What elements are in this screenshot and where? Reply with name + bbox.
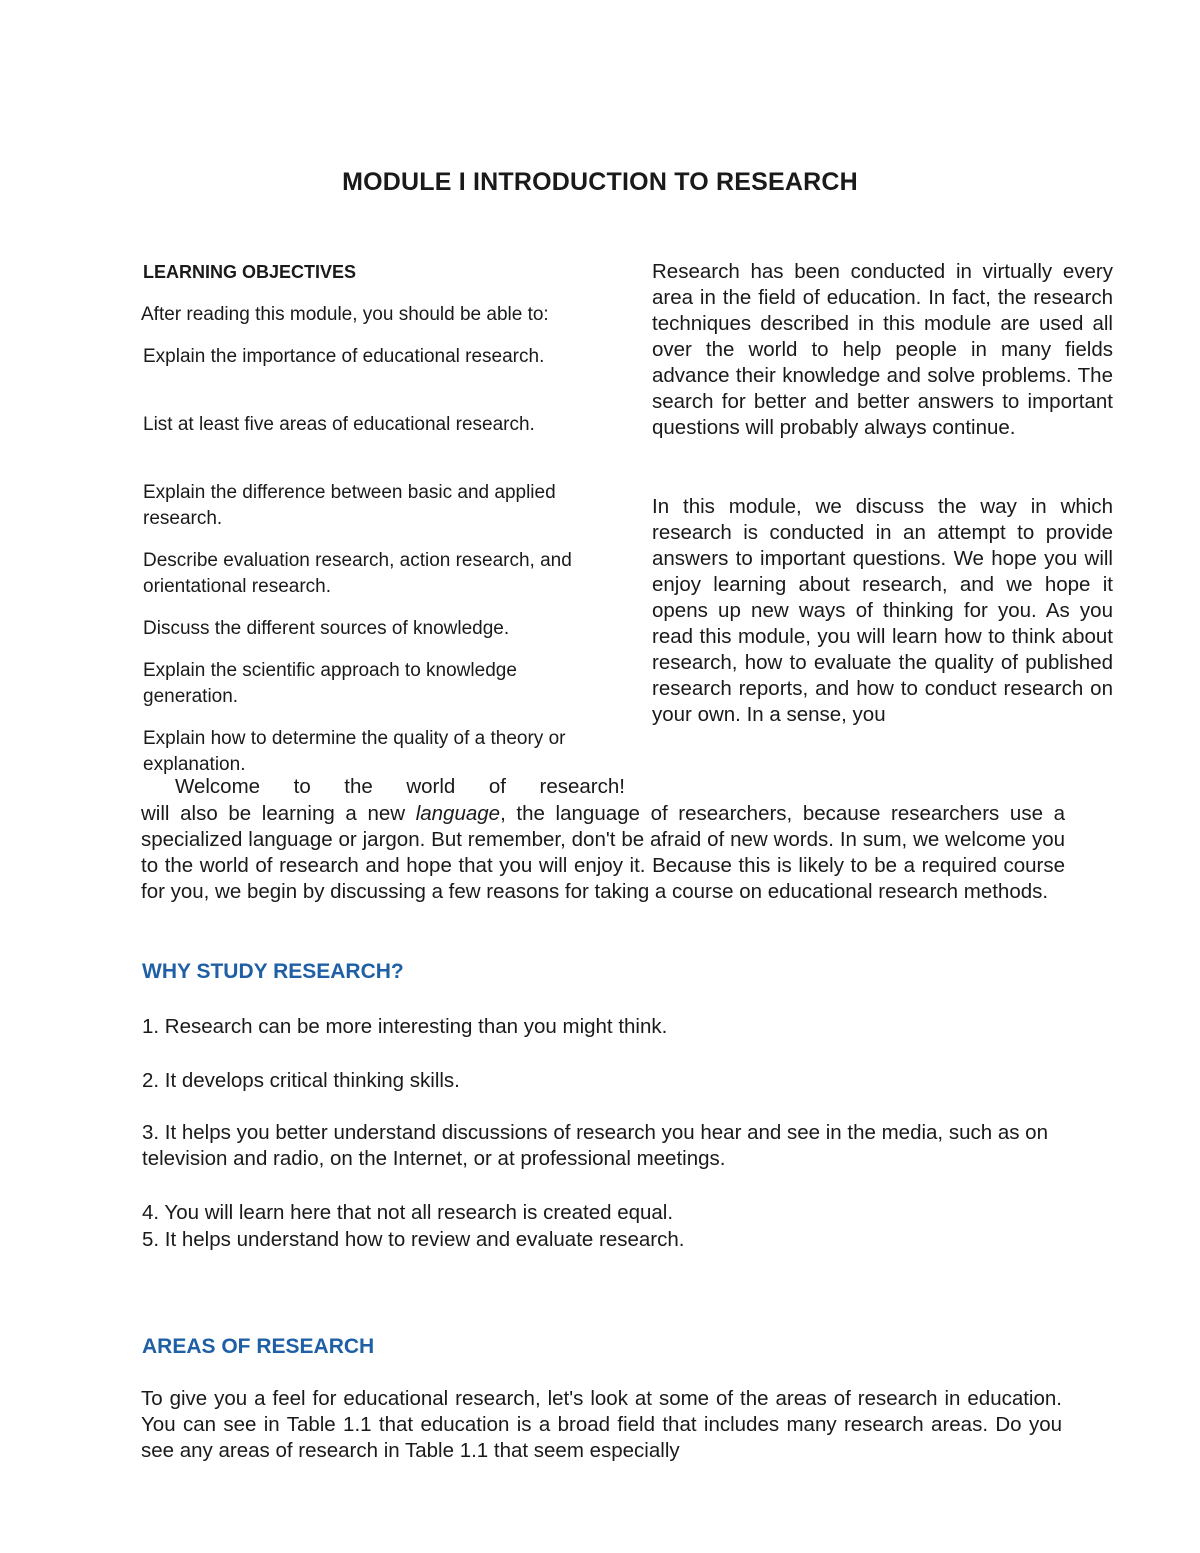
continuation-text: , the language of researchers, because researchers use a specialized language or jargon. But remember, don't be afraid of new words. In sum, we welcome you to the world of research and hope that you will enjoy it. Because this is likely to be a required course for you, we begin by discussing a few reasons for taking a course on educational research methods. [141, 802, 1066, 903]
welcome-line: Welcome to the world of research! [175, 775, 625, 798]
objective-item: Explain the importance of educational research. [143, 346, 545, 367]
areas-paragraph: To give you a feel for educational research, let's look at some of the areas of research in education. You can see in Table 1.1 that education is a broad field that includes many research areas. Do you see any areas of research in Table 1.1 that seem especially [141, 1387, 1062, 1462]
module-paragraph: In this module, we discuss the way in which research is conducted in an attempt to provide answers to important questions. We hope you will enjoy learning about research, and we hope it opens up new ways of thinking for you. As you read this module, you will learn how to think about research, how to evaluate the quality of published research reports, and how to conduct research on your own. In a sense, you [652, 495, 1113, 726]
objective-item: List at least five areas of educational research. [143, 414, 535, 435]
objective-item: Explain the scientific approach to knowledge generation. [143, 660, 517, 707]
learning-objectives-intro: After reading this module, you should be able to: [141, 304, 549, 325]
page-title: MODULE I INTRODUCTION TO RESEARCH [342, 168, 858, 196]
objective-item: Explain how to determine the quality of a theory or explanation. [143, 728, 566, 775]
objective-item: Explain the difference between basic and applied research. [143, 482, 556, 529]
list-item: 1. Research can be more interesting than you might think. [142, 1015, 668, 1038]
list-item: 3. It helps you better understand discussions of research you hear and see in the media, such as on television and radio, on the Internet, or at professional meetings. [142, 1121, 1048, 1170]
areas-heading: AREAS OF RESEARCH [142, 1335, 375, 1358]
list-item: 2. It develops critical thinking skills. [142, 1069, 460, 1092]
list-item: 4. You will learn here that not all research is created equal. [142, 1201, 674, 1224]
emphasized-word: language [415, 802, 501, 825]
objective-item: Discuss the different sources of knowledge. [143, 618, 510, 639]
list-item: 5. It helps understand how to review and evaluate research. [142, 1228, 685, 1251]
continuation-text: will also be learning a new [141, 802, 416, 825]
continuation-paragraph [141, 801, 1065, 905]
intro-paragraph: Research has been conducted in virtually every area in the field of education. In fact, the research techniques described in this module are used all over the world to help people in many fields advance their knowledge and solve problems. The search for better and better answers to important questions will probably always continue. [652, 260, 1113, 439]
objective-item: Describe evaluation research, action research, and orientational research. [143, 550, 572, 597]
learning-objectives-heading: LEARNING OBJECTIVES [143, 262, 357, 282]
why-study-heading: WHY STUDY RESEARCH? [142, 960, 404, 983]
